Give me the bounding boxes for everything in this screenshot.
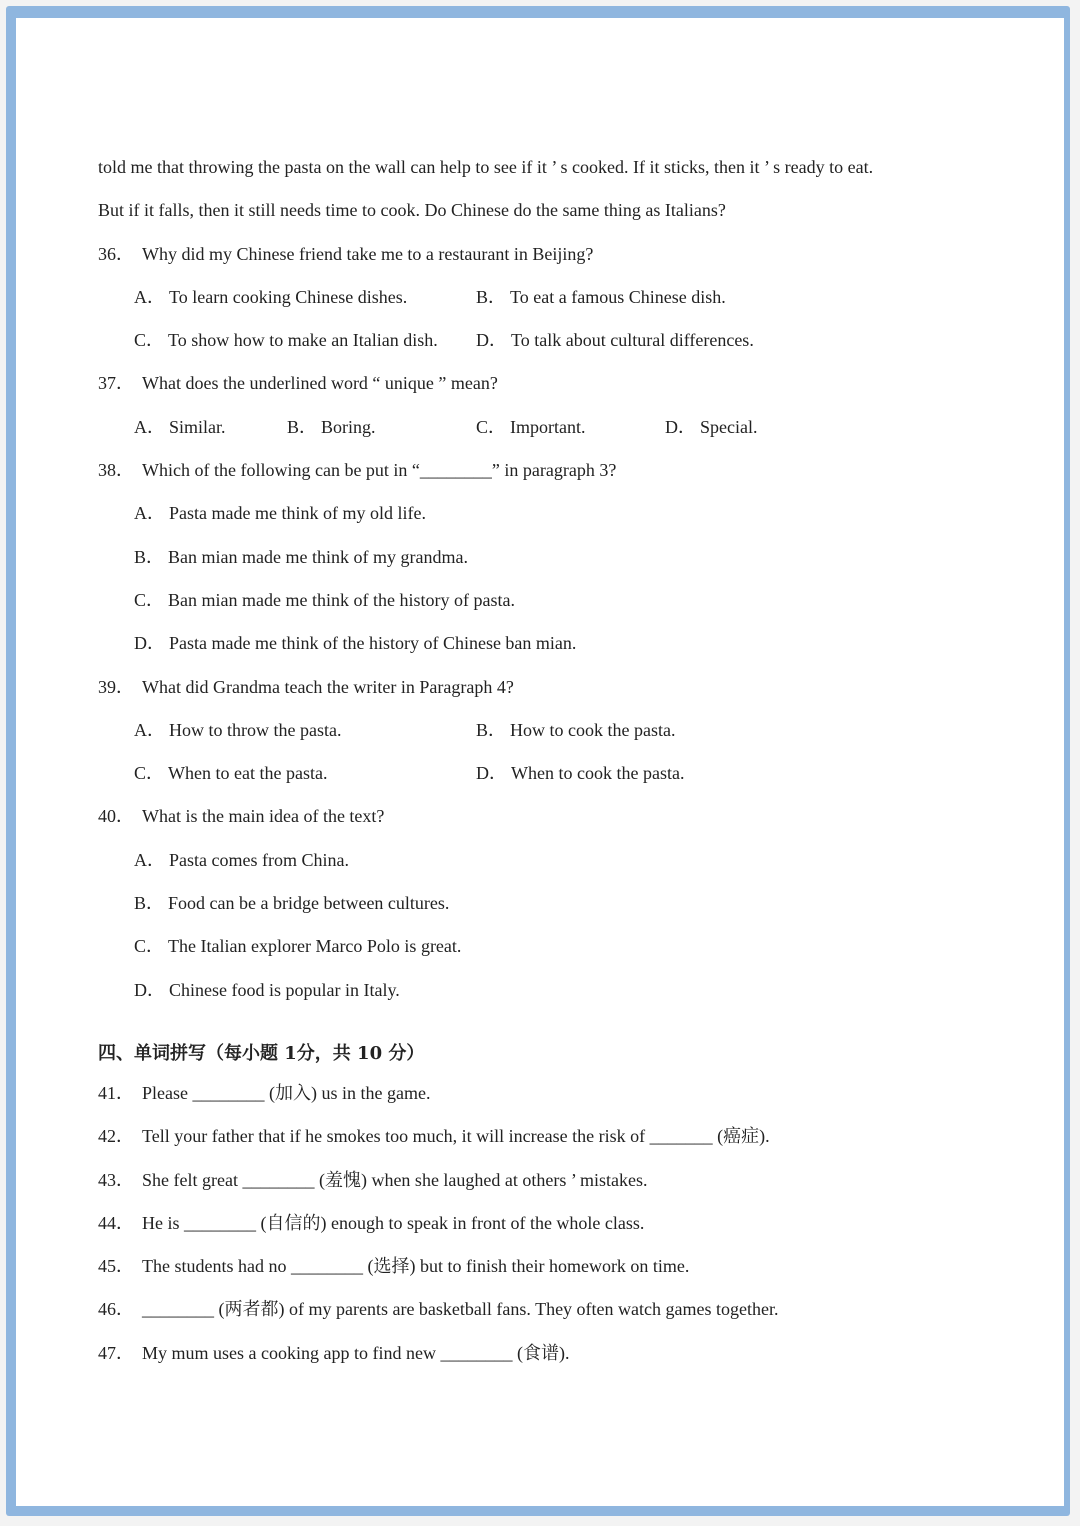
question-text: What is the main idea of the text?: [142, 806, 385, 827]
option-row: [98, 276, 1018, 319]
option-text: When to eat the pasta.: [168, 763, 328, 784]
option-letter: A．: [134, 849, 165, 870]
option-letter: B．: [476, 719, 507, 740]
item-text: She felt great ________ (羞愧) when she laughed at others ’ mistakes.: [142, 1169, 648, 1190]
answer-option: [287, 406, 376, 449]
option-letter: C．: [134, 330, 165, 351]
option-text: Pasta made me think of the history of Chinese ban mian.: [169, 633, 577, 654]
spelling-item: [98, 1288, 1018, 1331]
answer-option: [476, 406, 586, 449]
question-stem: [98, 233, 1018, 276]
item-number: 42．: [98, 1126, 134, 1147]
option-letter: A．: [134, 503, 165, 524]
spelling-item: [98, 1072, 1018, 1115]
option-text: How to throw the pasta.: [169, 719, 342, 740]
question-number: 38．: [98, 460, 134, 481]
option-row: [98, 622, 1018, 665]
option-row: [98, 882, 1018, 925]
option-letter: D．: [476, 763, 507, 784]
answer-option: [134, 492, 426, 535]
option-row: [98, 406, 1018, 449]
question-number: 36．: [98, 243, 134, 264]
option-letter: B．: [134, 546, 165, 567]
option-text: Chinese food is popular in Italy.: [169, 979, 400, 1000]
option-letter: D．: [134, 633, 165, 654]
item-number: 45．: [98, 1256, 134, 1277]
answer-option: [665, 406, 757, 449]
item-text: Please ________ (加入) us in the game.: [142, 1082, 431, 1103]
section-title: 四、单词拼写（每小题 1分，共 10 分）: [98, 1042, 425, 1064]
option-row: [98, 319, 1018, 362]
option-text: When to cook the pasta.: [511, 763, 685, 784]
option-text: Pasta comes from China.: [169, 849, 349, 870]
spelling-item: [98, 1202, 1018, 1245]
answer-option: [134, 882, 449, 925]
document-content: [98, 146, 1018, 1375]
question-stem: [98, 449, 1018, 492]
option-text: To talk about cultural differences.: [511, 330, 754, 351]
answer-option: [476, 709, 675, 752]
answer-option: [476, 319, 754, 362]
option-text: Special.: [700, 416, 758, 437]
option-row: [98, 925, 1018, 968]
item-number: 41．: [98, 1082, 134, 1103]
option-text: The Italian explorer Marco Polo is great.: [168, 936, 462, 957]
document-page: [16, 18, 1064, 1506]
spelling-item: [98, 1245, 1018, 1288]
answer-option: [134, 276, 407, 319]
answer-option: [134, 969, 400, 1012]
option-text: To learn cooking Chinese dishes.: [169, 286, 408, 307]
option-text: Food can be a bridge between cultures.: [168, 893, 450, 914]
spelling-item: [98, 1159, 1018, 1202]
option-letter: C．: [476, 416, 507, 437]
item-text: ________ (两者都) of my parents are basketball fans. They often watch games together.: [142, 1299, 779, 1320]
option-letter: A．: [134, 416, 165, 437]
answer-option: [134, 406, 226, 449]
question-list: [98, 233, 1018, 1012]
option-text: Similar.: [169, 416, 226, 437]
option-letter: A．: [134, 719, 165, 740]
option-row: [98, 579, 1018, 622]
item-text: My mum uses a cooking app to find new ________ (食谱).: [142, 1342, 570, 1363]
question-text: Why did my Chinese friend take me to a restaurant in Beijing?: [142, 243, 594, 264]
question-stem: [98, 666, 1018, 709]
spelling-list: [98, 1072, 1018, 1375]
option-text: To show how to make an Italian dish.: [168, 330, 438, 351]
answer-option: [134, 709, 341, 752]
option-text: Boring.: [321, 416, 376, 437]
answer-option: [134, 839, 349, 882]
item-number: 47．: [98, 1342, 134, 1363]
option-letter: D．: [665, 416, 696, 437]
item-text: He is ________ (自信的) enough to speak in front of the whole class.: [142, 1212, 645, 1233]
option-letter: C．: [134, 589, 165, 610]
option-letter: B．: [134, 893, 165, 914]
answer-option: [134, 622, 576, 665]
question-stem: [98, 795, 1018, 838]
question-number: 40．: [98, 806, 134, 827]
answer-option: [476, 752, 684, 795]
answer-option: [476, 276, 726, 319]
item-text: The students had no ________ (选择) but to finish their homework on time.: [142, 1256, 690, 1277]
question-text: Which of the following can be put in “________” in paragraph 3?: [142, 460, 617, 481]
option-row: [98, 839, 1018, 882]
question-number: 37．: [98, 373, 134, 394]
question-text: What did Grandma teach the writer in Paragraph 4?: [142, 676, 514, 697]
option-letter: B．: [476, 286, 507, 307]
option-letter: A．: [134, 286, 165, 307]
option-text: Important.: [510, 416, 586, 437]
item-number: 46．: [98, 1299, 134, 1320]
option-row: [98, 752, 1018, 795]
option-row: [98, 969, 1018, 1012]
item-number: 44．: [98, 1212, 134, 1233]
question-stem: [98, 362, 1018, 405]
passage-line-1: told me that throwing the pasta on the wall can help to see if it ’ s cooked. If it sticks, then it ’ s ready to eat.: [98, 157, 874, 177]
question-number: 39．: [98, 676, 134, 697]
spelling-item: [98, 1115, 1018, 1158]
option-letter: C．: [134, 936, 165, 957]
question-text: What does the underlined word “ unique ” mean?: [142, 373, 498, 394]
option-text: Ban mian made me think of my grandma.: [168, 546, 468, 567]
answer-option: [134, 752, 327, 795]
passage-line-2: But if it falls, then it still needs time to cook. Do Chinese do the same thing as Italians?: [98, 200, 726, 221]
option-letter: D．: [476, 330, 507, 351]
option-letter: C．: [134, 763, 165, 784]
option-row: [98, 709, 1018, 752]
answer-option: [134, 536, 468, 579]
answer-option: [134, 925, 461, 968]
option-text: Ban mian made me think of the history of pasta.: [168, 589, 515, 610]
option-text: Pasta made me think of my old life.: [169, 503, 426, 524]
option-text: How to cook the pasta.: [510, 719, 676, 740]
item-text: Tell your father that if he smokes too much, it will increase the risk of _______ (癌症).: [142, 1126, 770, 1147]
option-letter: D．: [134, 979, 165, 1000]
option-row: [98, 492, 1018, 535]
answer-option: [134, 579, 515, 622]
spelling-item: [98, 1332, 1018, 1375]
option-text: To eat a famous Chinese dish.: [510, 286, 726, 307]
option-letter: B．: [287, 416, 318, 437]
item-number: 43．: [98, 1169, 134, 1190]
answer-option: [134, 319, 438, 362]
option-row: [98, 536, 1018, 579]
